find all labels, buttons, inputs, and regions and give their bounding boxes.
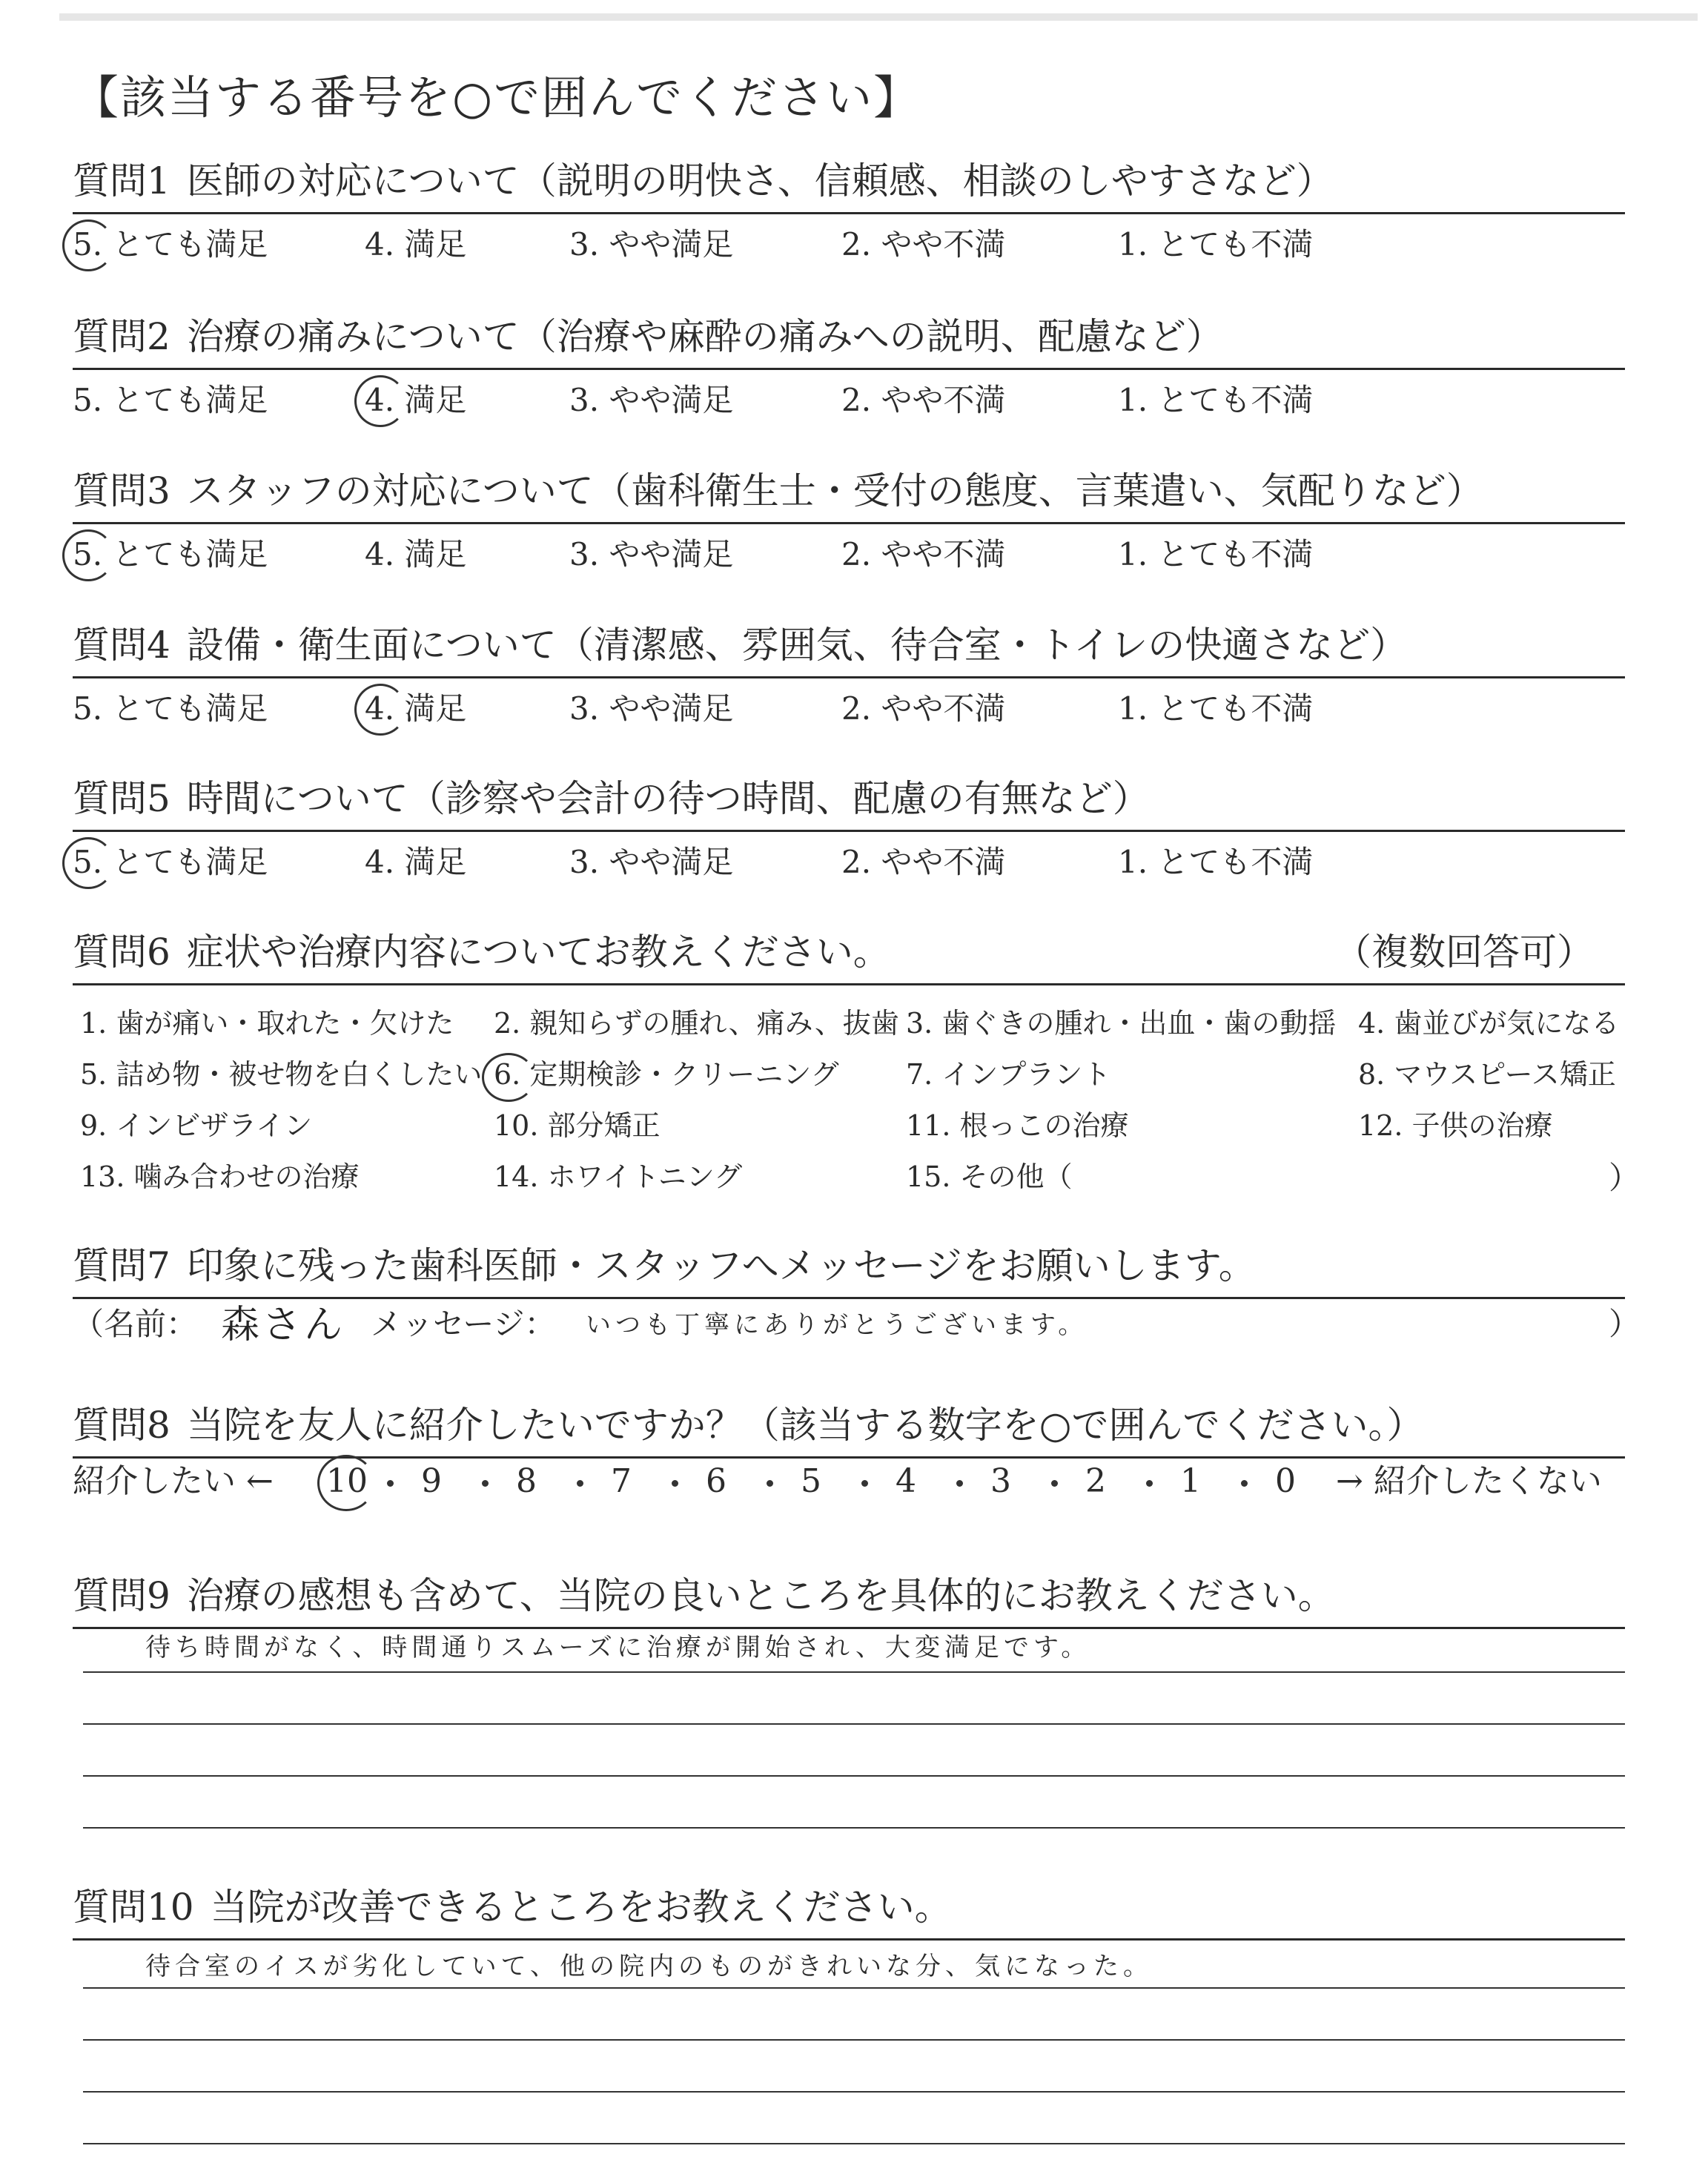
scale-value[interactable]: 3: [990, 1462, 1011, 1500]
scale-separator-dot: [672, 1480, 678, 1487]
rating-option[interactable]: 1. とても不満: [1118, 844, 1314, 880]
question-rule: [73, 212, 1625, 214]
scale-value[interactable]: 9: [421, 1462, 442, 1500]
question-title: [73, 775, 1150, 822]
question-rule: [73, 1938, 1625, 1941]
scale-value[interactable]: 1: [1180, 1462, 1201, 1500]
rating-option[interactable]: 3. やや満足: [569, 226, 734, 262]
scale-separator-dot: [482, 1480, 489, 1487]
rating-option[interactable]: 2. やや不満: [841, 382, 1006, 418]
name-handwriting: 森さん: [221, 1303, 346, 1347]
scale-value[interactable]: 0: [1275, 1462, 1296, 1500]
scale-value[interactable]: 10: [326, 1462, 368, 1500]
answer-line: [83, 1827, 1625, 1829]
question-title: [73, 928, 890, 976]
question-number: 質問3: [73, 469, 171, 512]
symptom-option[interactable]: 3. 歯ぐきの腫れ・出血・歯の動揺: [906, 1007, 1337, 1040]
question-number: 質問2: [73, 315, 171, 358]
question-text: 設備・衛生面について（清潔感、雰囲気、待合室・トイレの快適さなど）: [186, 624, 1408, 667]
rating-option[interactable]: 2. やや不満: [841, 226, 1006, 262]
question-rule: [73, 368, 1625, 370]
question-number: 質問5: [73, 777, 171, 820]
symptom-option[interactable]: 5. 詰め物・被せ物を白くしたい: [80, 1058, 483, 1091]
question-number: 質問9: [73, 1574, 171, 1617]
question-rule: [73, 983, 1625, 985]
rating-option[interactable]: 2. やや不満: [841, 844, 1006, 880]
question-title: [73, 1883, 952, 1931]
question-rule: [73, 1456, 1625, 1459]
question-title: [73, 313, 1223, 360]
rating-option[interactable]: 3. やや満足: [569, 536, 734, 572]
rating-option[interactable]: 5. とても満足: [73, 226, 268, 262]
rating-option[interactable]: 4. 満足: [365, 690, 467, 727]
question-text: 治療の感想も含めて、当院の良いところを具体的にお教えください。: [186, 1574, 1335, 1617]
answer-handwriting: 待合室のイスが劣化していて、他の院内のものがきれいな分、気になった。: [145, 1952, 1153, 1981]
rating-option[interactable]: 4. 満足: [365, 382, 467, 418]
question-number: 質問1: [73, 159, 171, 202]
scale-separator-dot: [956, 1480, 963, 1487]
symptom-option[interactable]: 7. インプラント: [906, 1058, 1111, 1091]
scale-value[interactable]: 8: [516, 1462, 537, 1500]
rating-option[interactable]: 2. やや不満: [841, 536, 1006, 572]
scale-value[interactable]: 4: [896, 1462, 916, 1500]
scale-value[interactable]: 2: [1085, 1462, 1106, 1500]
question-number: 質問10: [73, 1886, 194, 1929]
rating-option[interactable]: 3. やや満足: [569, 382, 734, 418]
scale-separator-dot: [1241, 1480, 1248, 1487]
message-label: メッセージ：: [371, 1306, 556, 1342]
scale-separator-dot: [861, 1480, 868, 1487]
name-label: （名前：: [73, 1306, 198, 1342]
rating-option[interactable]: 1. とても不満: [1118, 536, 1314, 572]
rating-option[interactable]: 4. 満足: [365, 844, 467, 880]
question-number: 質問6: [73, 931, 171, 974]
selection-circle: [354, 684, 406, 736]
rating-option[interactable]: 5. とても満足: [73, 844, 268, 880]
symptom-option[interactable]: 12. 子供の治療: [1358, 1109, 1553, 1142]
selection-circle: [62, 529, 114, 581]
scale-separator-dot: [1146, 1480, 1153, 1487]
message-close-paren: ）: [1609, 1306, 1641, 1342]
answer-line: [83, 2039, 1625, 2041]
selection-circle: [62, 219, 114, 271]
question-number: 質問4: [73, 624, 171, 667]
rating-option[interactable]: 4. 満足: [365, 536, 467, 572]
scale-separator-dot: [387, 1480, 394, 1487]
scale-right-label: → 紹介したくない: [1336, 1462, 1602, 1500]
rating-option[interactable]: 3. やや満足: [569, 844, 734, 880]
question-rule: [73, 1627, 1625, 1629]
question-text: 印象に残った歯科医師・スタッフへメッセージをお願いします。: [186, 1244, 1256, 1287]
question-text: 症状や治療内容についてお教えください。: [186, 931, 890, 974]
scan-edge: [59, 13, 1698, 21]
rating-option[interactable]: 5. とても満足: [73, 382, 268, 418]
rating-option[interactable]: 3. やや満足: [569, 690, 734, 727]
rating-option[interactable]: 5. とても満足: [73, 690, 268, 727]
question-rule: [73, 676, 1625, 678]
scale-separator-dot: [1051, 1480, 1058, 1487]
answer-line: [83, 1775, 1625, 1777]
symptom-option[interactable]: 11. 根っこの治療: [906, 1109, 1129, 1142]
question-text: 医師の対応について（説明の明快さ、信頼感、相談のしやすさなど）: [186, 159, 1334, 202]
answer-handwriting: 待ち時間がなく、時間通りスムーズに治療が開始され、大変満足です。: [145, 1633, 1091, 1662]
symptom-option[interactable]: 9. インビザライン: [80, 1109, 313, 1142]
answer-line: [83, 1671, 1625, 1673]
rating-option[interactable]: 5. とても満足: [73, 536, 268, 572]
selection-circle: [62, 837, 114, 889]
scale-value[interactable]: 6: [706, 1462, 726, 1500]
question-rule: [73, 830, 1625, 832]
rating-option[interactable]: 1. とても不満: [1118, 382, 1314, 418]
question-title: [73, 1242, 1256, 1289]
question-number: 質問7: [73, 1244, 171, 1287]
symptom-option[interactable]: 14. ホワイトニング: [494, 1160, 743, 1193]
symptom-option[interactable]: 4. 歯並びが気になる: [1358, 1007, 1620, 1040]
rating-option[interactable]: 2. やや不満: [841, 690, 1006, 727]
symptom-option[interactable]: 13. 噛み合わせの治療: [80, 1160, 360, 1193]
other-close-paren: ）: [1609, 1160, 1641, 1196]
symptom-option[interactable]: 6. 定期検診・クリーニング: [494, 1058, 839, 1091]
symptom-option[interactable]: 1. 歯が痛い・取れた・欠けた: [80, 1007, 454, 1040]
question-text: 時間について（診察や会計の待つ時間、配慮の有無など）: [186, 777, 1150, 820]
rating-option[interactable]: 1. とても不満: [1118, 226, 1314, 262]
multiple-answer-note: （複数回答可）: [1334, 931, 1594, 974]
question-title: [73, 1401, 1423, 1449]
symptom-option[interactable]: 10. 部分矯正: [494, 1109, 661, 1142]
question-text: 治療の痛みについて（治療や麻酔の痛みへの説明、配慮など）: [186, 315, 1223, 358]
question-rule: [73, 522, 1625, 524]
answer-line: [83, 2143, 1625, 2144]
rating-option[interactable]: 1. とても不満: [1118, 690, 1314, 727]
rating-option[interactable]: 4. 満足: [365, 226, 467, 262]
scale-value[interactable]: 7: [611, 1462, 632, 1500]
answer-line: [83, 1987, 1625, 1989]
question-title: [73, 157, 1334, 205]
scale-left-label: 紹介したい ←: [73, 1462, 274, 1500]
scale-value[interactable]: 5: [801, 1462, 821, 1500]
question-text: スタッフの対応について（歯科衛生士・受付の態度、言葉遣い、気配りなど）: [186, 469, 1483, 512]
question-text: 当院を友人に紹介したいですか？（該当する数字を○で囲んでください。）: [186, 1404, 1424, 1447]
question-title: [73, 621, 1407, 669]
selection-circle: [482, 1053, 535, 1102]
question-title: [73, 467, 1483, 515]
scale-separator-dot: [767, 1480, 773, 1487]
scale-separator-dot: [577, 1480, 583, 1487]
selection-circle: [354, 375, 406, 427]
page-title: 【該当する番号を○で囲んでください】: [73, 70, 921, 125]
answer-line: [83, 2091, 1625, 2093]
symptom-option[interactable]: 2. 親知らずの腫れ、痛み、抜歯: [494, 1007, 899, 1040]
symptom-option[interactable]: 8. マウスピース矯正: [1358, 1058, 1616, 1091]
answer-line: [83, 1723, 1625, 1725]
symptom-option[interactable]: 15. その他（: [906, 1160, 1073, 1193]
selection-circle: [317, 1455, 375, 1511]
question-text: 当院が改善できるところをお教えください。: [210, 1886, 952, 1929]
message-handwriting: いつも丁寧にありがとうございます。: [586, 1310, 1088, 1340]
question-title: [73, 1572, 1335, 1619]
question-number: 質問8: [73, 1404, 171, 1447]
